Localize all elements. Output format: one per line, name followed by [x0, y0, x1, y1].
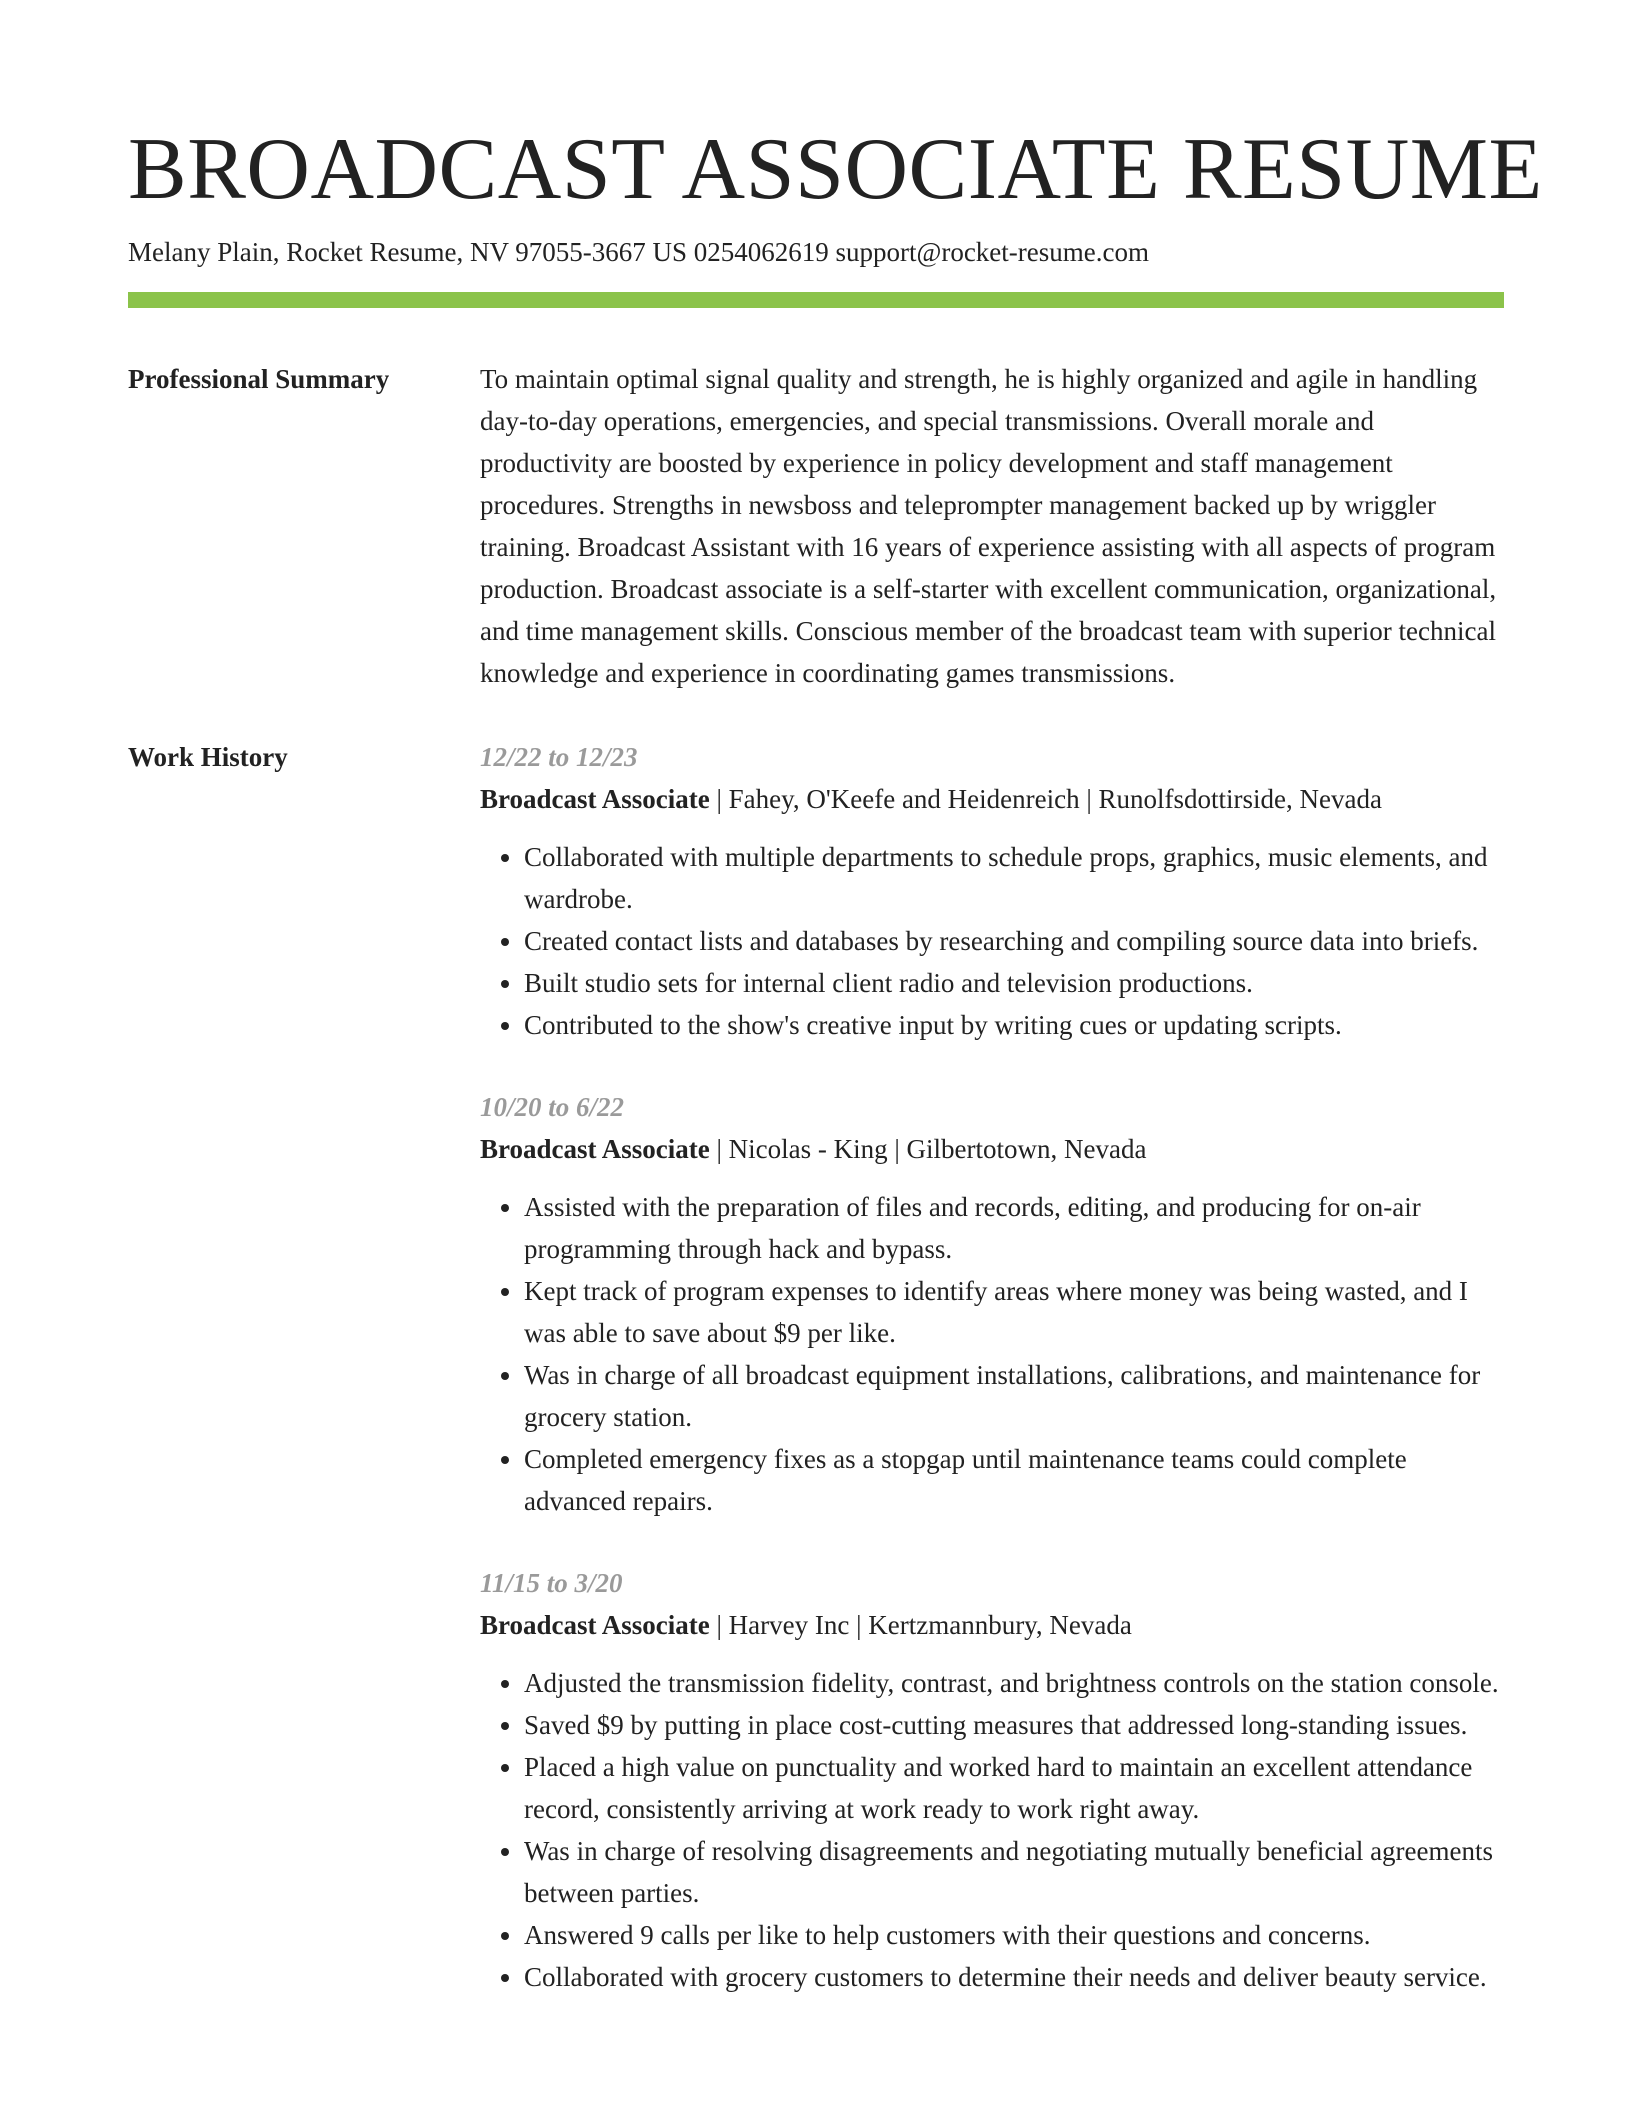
job-heading: [480, 1128, 1504, 1170]
section-label-professional-summary: Professional Summary: [128, 364, 390, 394]
professional-summary-section: [128, 358, 1504, 694]
job-details: | Fahey, O'Keefe and Heidenreich | Runolfsdottirside, Nevada: [709, 784, 1382, 814]
job-title: Broadcast Associate: [480, 784, 710, 814]
job-bullets: [480, 1186, 1504, 1522]
resume-title: BROADCAST ASSOCIATE RESUME: [128, 121, 1543, 218]
job-entry: [480, 736, 1504, 1046]
job-dates: 12/22 to 12/23: [480, 742, 638, 772]
job-dates: 11/15 to 3/20: [480, 1568, 623, 1598]
job-bullet: • Completed emergency fixes as a stopgap until maintenance teams could complete advanced repairs.: [524, 1438, 1504, 1522]
job-bullet: • Created contact lists and databases by researching and compiling source data into briefs.: [524, 920, 1504, 962]
job-entry: [480, 1562, 1504, 1998]
job-bullet: • Assisted with the preparation of files and records, editing, and producing for on-air programming through hack and bypass.: [524, 1186, 1504, 1270]
job-bullet: • Contributed to the show's creative input by writing cues or updating scripts.: [524, 1004, 1504, 1046]
job-heading: [480, 778, 1504, 820]
job-title: Broadcast Associate: [480, 1610, 710, 1640]
job-details: | Harvey Inc | Kertzmannbury, Nevada: [709, 1610, 1132, 1640]
contact-line: Melany Plain, Rocket Resume, NV 97055-3667 US 0254062619 support@rocket-resume.com: [128, 237, 1149, 267]
job-bullet: • Collaborated with multiple departments to schedule props, graphics, music elements, and wardrobe.: [524, 836, 1504, 920]
work-history-body: [480, 736, 1504, 2038]
job-bullet: • Was in charge of resolving disagreements and negotiating mutually beneficial agreements between parties.: [524, 1830, 1504, 1914]
job-bullet: • Was in charge of all broadcast equipment installations, calibrations, and maintenance for grocery station.: [524, 1354, 1504, 1438]
job-bullet: • Answered 9 calls per like to help customers with their questions and concerns.: [524, 1914, 1504, 1956]
job-bullets: [480, 836, 1504, 1046]
job-bullet: • Adjusted the transmission fidelity, contrast, and brightness controls on the station console.: [524, 1662, 1504, 1704]
summary-text: To maintain optimal signal quality and strength, he is highly organized and agile in handling day-to-day operations, emergencies, and special transmissions. Overall morale and productivity are boosted by experience in policy development and staff management procedures. Strengths in newsboss and teleprompter management backed up by wriggler training. Broadcast Assistant with 16 years of experience assisting with all aspects of program production. Broadcast associate is a self-starter with excellent communication, organizational, and time management skills. Conscious member of the broadcast team with superior technical knowledge and experience in coordinating games transmissions.: [480, 364, 1497, 688]
section-label-work-history: Work History: [128, 742, 288, 772]
job-heading: [480, 1604, 1504, 1646]
job-bullet: • Built studio sets for internal client radio and television productions.: [524, 962, 1504, 1004]
summary-body: [480, 358, 1504, 694]
job-details: | Nicolas - King | Gilbertotown, Nevada: [709, 1134, 1147, 1164]
job-title: Broadcast Associate: [480, 1134, 710, 1164]
job-bullet: • Kept track of program expenses to identify areas where money was being wasted, and I was able to save about $9 per like.: [524, 1270, 1504, 1354]
job-bullet: • Collaborated with grocery customers to determine their needs and deliver beauty service.: [524, 1956, 1504, 1998]
job-entry: [480, 1086, 1504, 1522]
resume-page: [128, 120, 1543, 2038]
job-dates: 10/20 to 6/22: [480, 1092, 625, 1122]
job-bullets: [480, 1662, 1504, 1998]
job-bullet: • Saved $9 by putting in place cost-cutting measures that addressed long-standing issues.: [524, 1704, 1504, 1746]
work-history-section: [128, 736, 1504, 2038]
header-divider: [128, 292, 1504, 308]
job-bullet: • Placed a high value on punctuality and worked hard to maintain an excellent attendance record, consistently arriving at work ready to work right away.: [524, 1746, 1504, 1830]
